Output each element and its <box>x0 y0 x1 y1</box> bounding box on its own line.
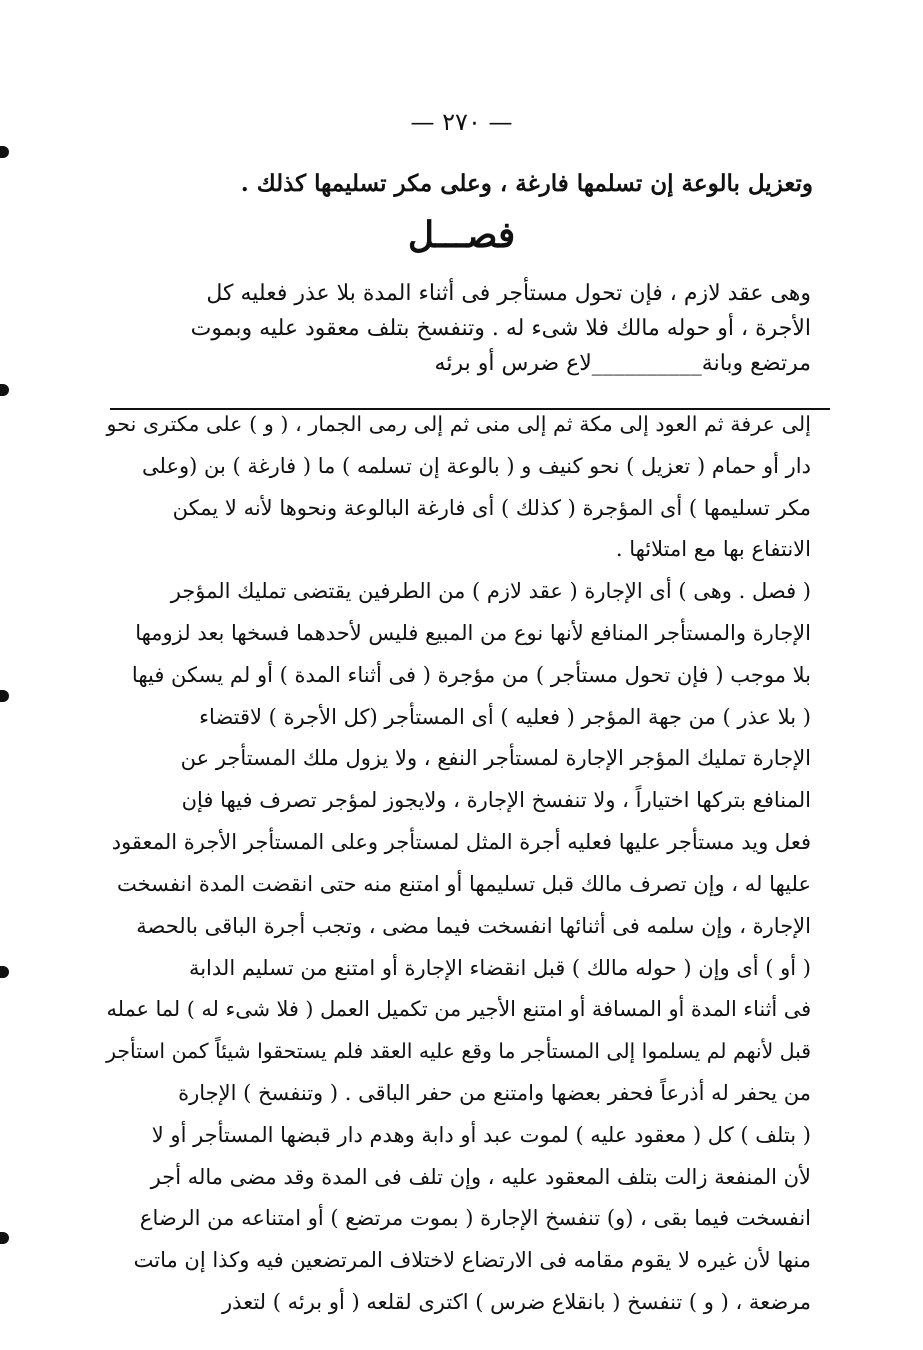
commentary-line: مرضعة ، ( و ) تنفسخ ( بانقلاع ضرس ) اكترى لقلعه ( أو برئه ) لتعذر <box>222 1290 811 1314</box>
section-heading: فصـــل <box>407 214 516 256</box>
commentary-line: ( بلا عذر ) من جهة المؤجر ( فعليه ) أى المستأجر (كل الأجرة ) لاقتضاء <box>199 705 811 729</box>
commentary-line: بلا موجب ( فإن تحول مستأجر ) من مؤجرة ( فى أثناء المدة ) أو لم يسكن فيها <box>131 663 811 687</box>
commentary-line: قبل لأنهم لم يسلموا إلى المستأجر ما وقع عليه العقد فلم يستحقوا شيئاً كمن استأجر <box>106 1039 811 1063</box>
commentary-line: فى أثناء المدة أو المسافة أو امتنع الأجير من تكميل العمل ( فلا شىء له ) لما عمله <box>106 997 811 1021</box>
margin-mark <box>0 690 9 702</box>
commentary-line: ( فصل . وهى ) أى الإجارة ( عقد لازم ) من الطرفين يقتضى تمليك المؤجر <box>170 579 811 603</box>
commentary-line: عليها له ، وإن تصرف مالك قبل تسليمها أو امتنع منه حتى انقضت المدة انفسخت <box>116 872 811 896</box>
commentary-line: الإجارة والمستأجر المنافع لأنها نوع من المبيع فليس لأحدهما فسخها بعد لزومها <box>135 621 811 645</box>
matn-line: الأجرة ، أو حوله مالك فلا شىء له . وتنفسخ بتلف معقود عليه وبموت <box>190 316 811 341</box>
page-number: — ٢٧٠ — <box>410 108 513 136</box>
margin-mark <box>0 1232 9 1244</box>
commentary-line: المنافع بتركها اختياراً ، ولا تنفسخ الإجارة ، ولايجوز لمؤجر تصرف فيها فإن <box>181 788 811 812</box>
margin-mark <box>0 146 9 158</box>
separator-rule <box>110 408 830 410</box>
margin-mark <box>0 384 9 396</box>
commentary-line: انفسخت فيما بقى ، (و) تنفسخ الإجارة ( بموت مرتضع ) أو امتناعه من الرضاع <box>139 1206 811 1230</box>
continuation-line: وتعزيل بالوعة إن تسلمها فارغة ، وعلى مكر تسليمها كذلك . <box>240 170 813 197</box>
commentary-line: الانتفاع بها مع امتلائها . <box>615 537 811 561</box>
commentary-line: منها لأن غيره لا يقوم مقامه فى الارتضاع لاختلاف المرتضعين فيه وكذا إن ماتت <box>133 1248 811 1272</box>
matn-line: وهى عقد لازم ، فإن تحول مستأجر فى أثناء المدة بلا عذر فعليه كل <box>206 281 811 306</box>
matn-line: مرتضع وبانة__________لاع ضرس أو برئه <box>434 351 811 376</box>
commentary-line: إلى عرفة ثم العود إلى مكة ثم إلى منى ثم إلى رمى الجمار ، ( و ) على مكترى نحو <box>106 412 811 436</box>
commentary-line: دار أو حمام ( تعزيل ) نحو كنيف و ( بالوعة إن تسلمه ) ما ( فارغة ) بن (وعلى <box>141 454 811 478</box>
commentary-line: مكر تسليمها ) أى المؤجرة ( كذلك ) أى فارغة البالوعة ونحوها لأنه لا يمكن <box>172 496 811 520</box>
commentary-line: ( أو ) أى وإن ( حوله مالك ) قبل انقضاء الإجارة أو امتنع من تسليم الدابة <box>188 956 811 980</box>
commentary-line: الإجارة تمليك المؤجر الإجارة لمستأجر النفع ، ولا يزول ملك المستأجر عن <box>180 746 811 770</box>
commentary-line: من يحفر له أذرعاً فحفر بعضها وامتنع من حفر الباقى . ( وتنفسخ ) الإجارة <box>178 1081 811 1105</box>
commentary-line: الإجارة ، وإن سلمه فى أثنائها انفسخت فيما مضى ، وتجب أجرة الباقى بالحصة <box>136 914 811 938</box>
commentary-line: ( بتلف ) كل ( معقود عليه ) لموت عبد أو دابة وهدم دار قبضها المستأجر أو لا <box>151 1123 811 1147</box>
commentary-line: لأن المنفعة زالت بتلف المعقود عليه ، وإن تلف فى المدة وقد مضى ماله أجر <box>150 1165 811 1189</box>
margin-mark <box>0 966 9 978</box>
commentary-line: فعل ويد مستأجر عليها فعليه أجرة المثل لمستأجر وعلى المستأجر الأجرة المعقود <box>111 830 811 854</box>
